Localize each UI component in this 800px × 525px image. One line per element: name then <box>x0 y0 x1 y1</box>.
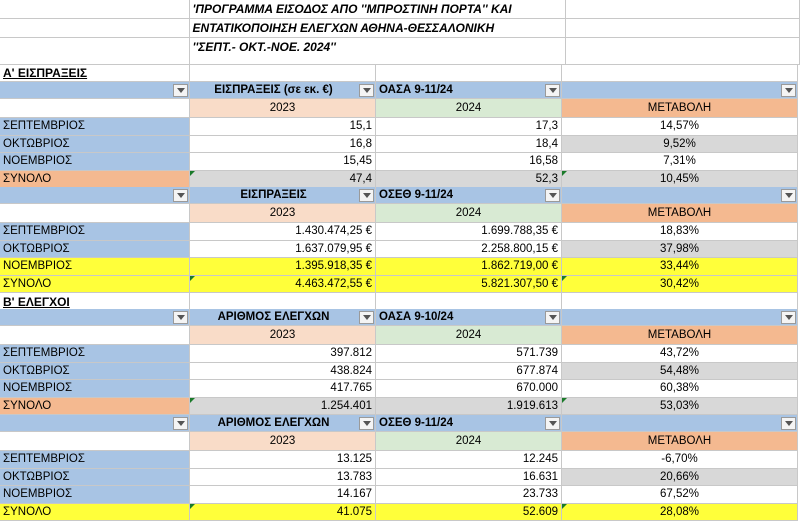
table-row <box>0 241 800 259</box>
filter-cell[interactable] <box>562 309 798 326</box>
table-row <box>0 258 800 276</box>
table-total-row <box>0 398 800 416</box>
value-2024: 1.699.788,35 € <box>376 223 562 241</box>
change-value: 14,57% <box>562 118 798 136</box>
table-total-row <box>0 276 800 294</box>
value-2024: 677.874 <box>376 363 562 381</box>
year-2023-label: 2023 <box>190 432 376 451</box>
chevron-down-icon <box>549 315 557 320</box>
value-2024: 16.631 <box>376 469 562 487</box>
header-metric-cell[interactable] <box>190 415 376 432</box>
header-metric: ΕΙΣΠΡΑΞΕΙΣ (σε εκ. €) <box>214 84 333 96</box>
value-2024: 16,58 <box>376 153 562 171</box>
error-indicator-icon <box>190 398 195 403</box>
value-2023: 1.637.079,95 € <box>190 241 376 259</box>
filter-cell[interactable] <box>0 309 190 326</box>
change-label: ΜΕΤΑΒΟΛΗ <box>562 204 798 223</box>
title-row-2 <box>0 19 800 38</box>
year-header-row <box>0 204 800 223</box>
year-2023-label: 2023 <box>190 204 376 223</box>
change-value: 30,42% <box>562 276 798 294</box>
value-2024: 2.258.800,15 € <box>376 241 562 259</box>
month-label: ΝΟΕΜΒΡΙΟΣ <box>0 486 190 504</box>
filter-cell[interactable] <box>562 82 798 99</box>
title-row-1 <box>0 0 800 19</box>
change-value: 54,48% <box>562 363 798 381</box>
total-label: ΣΥΝΟΛΟ <box>0 398 190 416</box>
filter-cell[interactable] <box>0 82 190 99</box>
value-2024: 670.000 <box>376 380 562 398</box>
title-line-3: ''ΣΕΠΤ.- ΟΚΤ.-ΝΟΕ. 2024'' <box>190 38 565 65</box>
year-header-row <box>0 326 800 345</box>
total-label: ΣΥΝΟΛΟ <box>0 504 190 522</box>
error-indicator-icon <box>190 276 195 281</box>
value-2023: 417.765 <box>190 380 376 398</box>
value-2023: 1.395.918,35 € <box>190 258 376 276</box>
value-2023: 4.463.472,55 € <box>190 276 376 294</box>
chevron-down-icon <box>363 88 371 93</box>
year-header-row <box>0 432 800 451</box>
chevron-down-icon <box>785 421 793 426</box>
value-2024: 17,3 <box>376 118 562 136</box>
change-label: ΜΕΤΑΒΟΛΗ <box>562 326 798 345</box>
filter-dropdown-button[interactable] <box>781 189 796 202</box>
value-2023: 397.812 <box>190 345 376 363</box>
change-value: 43,72% <box>562 345 798 363</box>
filter-dropdown-button[interactable] <box>359 189 374 202</box>
change-value: 20,66% <box>562 469 798 487</box>
value-2023: 41.075 <box>190 504 376 522</box>
change-label: ΜΕΤΑΒΟΛΗ <box>562 99 798 118</box>
title-row-3 <box>0 38 800 65</box>
change-value: 9,52% <box>562 136 798 154</box>
chevron-down-icon <box>363 315 371 320</box>
error-indicator-icon <box>190 171 195 176</box>
change-value: 60,38% <box>562 380 798 398</box>
value-2023: 14.167 <box>190 486 376 504</box>
value-2024: 1.862.719,00 € <box>376 258 562 276</box>
chevron-down-icon <box>177 193 185 198</box>
error-indicator-icon <box>562 276 567 281</box>
month-label: ΣΕΠΤΕΜΒΡΙΟΣ <box>0 118 190 136</box>
value-2024: 571.739 <box>376 345 562 363</box>
value-2024: 23.733 <box>376 486 562 504</box>
filter-dropdown-button[interactable] <box>781 417 796 430</box>
title-line-1: 'ΠΡΟΓΡΑΜΜΑ ΕΙΣΟΔΟΣ ΑΠΟ ''ΜΠΡΟΣΤΙΝΗ ΠΟΡΤΑ'' ΚΑΙ <box>190 0 565 19</box>
change-value: 7,31% <box>562 153 798 171</box>
header-metric: ΑΡΙΘΜΟΣ ΕΛΕΓΧΩΝ <box>217 311 330 323</box>
month-label: ΟΚΤΩΒΡΙΟΣ <box>0 469 190 487</box>
value-2023: 1.254.401 <box>190 398 376 416</box>
chevron-down-icon <box>177 315 185 320</box>
month-label: ΟΚΤΩΒΡΙΟΣ <box>0 241 190 259</box>
table-row <box>0 380 800 398</box>
year-2024-label: 2024 <box>376 99 562 118</box>
header-metric-cell[interactable] <box>190 82 376 99</box>
value-2023: 47,4 <box>190 171 376 189</box>
value-2024: 52,3 <box>376 171 562 189</box>
table-row <box>0 223 800 241</box>
filter-dropdown-button[interactable] <box>545 417 560 430</box>
total-label: ΣΥΝΟΛΟ <box>0 171 190 189</box>
value-2024: 12.245 <box>376 451 562 469</box>
filter-cell[interactable] <box>0 415 190 432</box>
change-value: 28,08% <box>562 504 798 522</box>
month-label: ΟΚΤΩΒΡΙΟΣ <box>0 363 190 381</box>
chevron-down-icon <box>177 421 185 426</box>
error-indicator-icon <box>562 504 567 509</box>
filter-dropdown-button[interactable] <box>173 311 188 324</box>
chevron-down-icon <box>177 88 185 93</box>
table-total-row <box>0 171 800 189</box>
header-org: ΟΣΕΘ 9-11/24 <box>379 417 454 429</box>
value-2023: 13.125 <box>190 451 376 469</box>
total-label: ΣΥΝΟΛΟ <box>0 276 190 294</box>
change-value: 53,03% <box>562 398 798 416</box>
header-metric: ΑΡΙΘΜΟΣ ΕΛΕΓΧΩΝ <box>217 417 330 429</box>
change-value: 33,44% <box>562 258 798 276</box>
table-row <box>0 136 800 154</box>
value-2023: 13.783 <box>190 469 376 487</box>
header-org-cell[interactable] <box>376 82 562 99</box>
table-header-row <box>0 187 800 204</box>
filter-dropdown-button[interactable] <box>781 311 796 324</box>
value-2024: 1.919.613 <box>376 398 562 416</box>
value-2024: 18,4 <box>376 136 562 154</box>
value-2023: 438.824 <box>190 363 376 381</box>
error-indicator-icon <box>562 398 567 403</box>
header-org-cell[interactable] <box>376 415 562 432</box>
month-label: ΝΟΕΜΒΡΙΟΣ <box>0 380 190 398</box>
change-value: 67,52% <box>562 486 798 504</box>
header-org-cell[interactable] <box>376 187 562 204</box>
table-row <box>0 469 800 487</box>
year-header-row <box>0 99 800 118</box>
table-header-row <box>0 82 800 99</box>
filter-dropdown-button[interactable] <box>359 84 374 97</box>
filter-dropdown-button[interactable] <box>545 311 560 324</box>
header-metric: ΕΙΣΠΡΑΞΕΙΣ <box>240 189 307 201</box>
chevron-down-icon <box>549 88 557 93</box>
month-label: ΝΟΕΜΒΡΙΟΣ <box>0 153 190 171</box>
change-value: 10,45% <box>562 171 798 189</box>
month-label: ΣΕΠΤΕΜΒΡΙΟΣ <box>0 451 190 469</box>
change-value: 37,98% <box>562 241 798 259</box>
table-row <box>0 451 800 469</box>
value-2023: 1.430.474,25 € <box>190 223 376 241</box>
year-2023-label: 2023 <box>190 326 376 345</box>
chevron-down-icon <box>549 421 557 426</box>
header-org: ΟΑΣΑ 9-10/24 <box>379 311 454 323</box>
header-metric-cell[interactable] <box>190 309 376 326</box>
change-value: 18,83% <box>562 223 798 241</box>
table-row <box>0 345 800 363</box>
table-header-row <box>0 309 800 326</box>
chevron-down-icon <box>785 193 793 198</box>
table-row <box>0 486 800 504</box>
table-row <box>0 153 800 171</box>
value-2023: 15,45 <box>190 153 376 171</box>
filter-dropdown-button[interactable] <box>173 189 188 202</box>
filter-cell[interactable] <box>562 187 798 204</box>
chevron-down-icon <box>363 421 371 426</box>
section-b-title: Β' ΕΛΕΓΧΟΙ <box>0 293 190 312</box>
table-header-row <box>0 415 800 432</box>
chevron-down-icon <box>785 88 793 93</box>
title-line-2: ΕΝΤΑΤΙΚΟΠΟΙΗΣΗ ΕΛΕΓΧΩΝ ΑΘΗΝΑ-ΘΕΣΣΑΛΟΝΙΚΗ <box>190 19 565 38</box>
header-org: ΟΑΣΑ 9-11/24 <box>379 84 453 96</box>
value-2024: 5.821.307,50 € <box>376 276 562 294</box>
filter-dropdown-button[interactable] <box>173 84 188 97</box>
header-org: ΟΣΕΘ 9-11/24 <box>379 189 454 201</box>
filter-dropdown-button[interactable] <box>545 189 560 202</box>
value-2024: 52.609 <box>376 504 562 522</box>
section-a-title-row <box>0 65 800 82</box>
header-metric-cell[interactable] <box>190 187 376 204</box>
error-indicator-icon <box>190 504 195 509</box>
filter-dropdown-button[interactable] <box>359 311 374 324</box>
filter-cell[interactable] <box>562 415 798 432</box>
year-2024-label: 2024 <box>376 326 562 345</box>
month-label: ΣΕΠΤΕΜΒΡΙΟΣ <box>0 223 190 241</box>
header-org-cell[interactable] <box>376 309 562 326</box>
year-2024-label: 2024 <box>376 204 562 223</box>
year-2023-label: 2023 <box>190 99 376 118</box>
change-value: -6,70% <box>562 451 798 469</box>
change-label: ΜΕΤΑΒΟΛΗ <box>562 432 798 451</box>
filter-dropdown-button[interactable] <box>545 84 560 97</box>
month-label: ΣΕΠΤΕΜΒΡΙΟΣ <box>0 345 190 363</box>
filter-cell[interactable] <box>0 187 190 204</box>
year-2024-label: 2024 <box>376 432 562 451</box>
table-total-row <box>0 504 800 522</box>
table-row <box>0 118 800 136</box>
chevron-down-icon <box>363 193 371 198</box>
section-a-title: Α' ΕΙΣΠΡΑΞΕΙΣ <box>0 65 190 82</box>
filter-dropdown-button[interactable] <box>359 417 374 430</box>
month-label: ΟΚΤΩΒΡΙΟΣ <box>0 136 190 154</box>
month-label: ΝΟΕΜΒΡΙΟΣ <box>0 258 190 276</box>
filter-dropdown-button[interactable] <box>781 84 796 97</box>
value-2023: 16,8 <box>190 136 376 154</box>
chevron-down-icon <box>785 315 793 320</box>
filter-dropdown-button[interactable] <box>173 417 188 430</box>
chevron-down-icon <box>549 193 557 198</box>
value-2023: 15,1 <box>190 118 376 136</box>
table-row <box>0 363 800 381</box>
error-indicator-icon <box>562 171 567 176</box>
